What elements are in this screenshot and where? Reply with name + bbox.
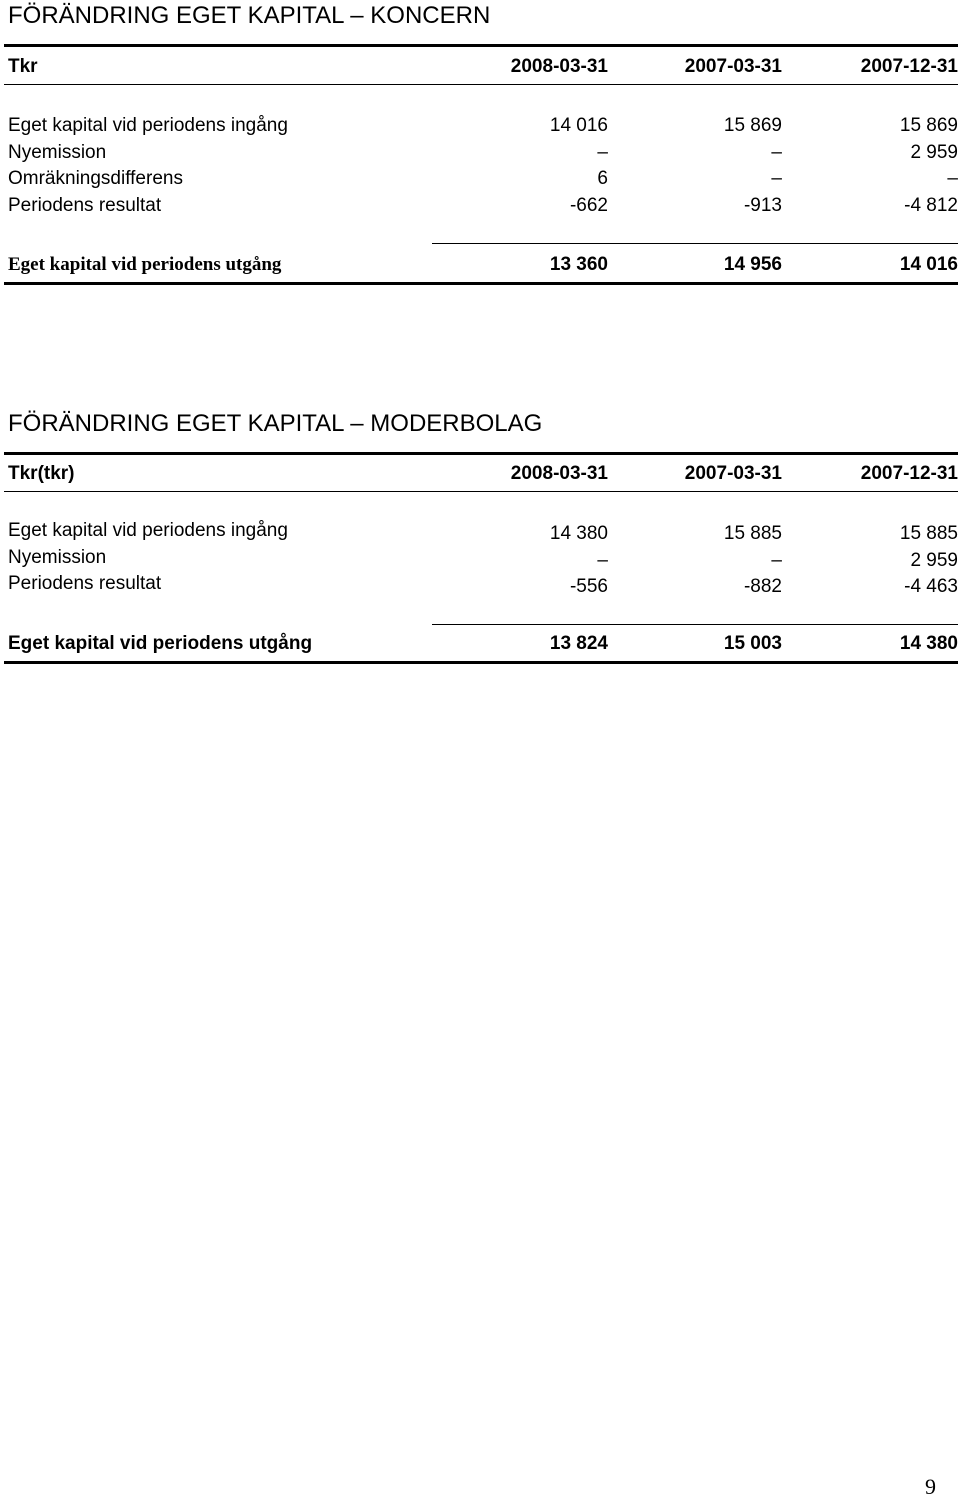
total-value: 14 956 [723, 254, 782, 275]
row-value: 15 885 [899, 523, 958, 544]
row-value: – [597, 550, 608, 571]
moderbolag-total-top-rule [432, 624, 958, 625]
moderbolag-header-row [4, 462, 958, 486]
moderbolag-header-bottom-rule [4, 491, 958, 492]
row-value: – [771, 168, 782, 189]
koncern-header-top-rule [4, 44, 958, 47]
row-value: -882 [743, 576, 782, 597]
total-label: Eget kapital vid periodens utgång [8, 633, 313, 654]
row-label: Omräkningsdifferens [8, 168, 183, 189]
total-value: 13 360 [549, 254, 608, 275]
row-value: -4 812 [904, 195, 958, 216]
koncern-col-header-1: 2008-03-31 [510, 56, 608, 77]
moderbolag-title: FÖRÄNDRING EGET KAPITAL – MODERBOLAG [8, 410, 543, 437]
row-value: 2 959 [910, 550, 958, 571]
koncern-header-bottom-rule [4, 84, 958, 85]
row-label: Periodens resultat [8, 573, 162, 594]
total-value: 14 380 [899, 633, 958, 654]
koncern-total-top-rule [432, 243, 958, 244]
row-label: Nyemission [8, 142, 107, 163]
moderbolag-total-row [4, 632, 958, 656]
row-value: 14 016 [549, 115, 608, 136]
row-value: 15 869 [899, 115, 958, 136]
row-value: – [771, 142, 782, 163]
moderbolag-header-top-rule [4, 452, 958, 455]
row-label: Nyemission [8, 547, 107, 568]
moderbolag-col-header-3: 2007-12-31 [860, 463, 958, 484]
table-row [4, 546, 958, 570]
row-value: -913 [743, 195, 782, 216]
moderbolag-col-header-1: 2008-03-31 [510, 463, 608, 484]
koncern-header-row [4, 55, 958, 79]
koncern-total-bottom-rule [4, 282, 958, 285]
row-value: – [947, 168, 958, 189]
row-label: Eget kapital vid periodens ingång [8, 115, 288, 136]
total-value: 15 003 [723, 633, 782, 654]
table-row [4, 519, 958, 543]
row-value: -4 463 [904, 576, 958, 597]
page-number: 9 [925, 1474, 936, 1499]
total-value: 13 824 [549, 633, 608, 654]
moderbolag-total-bottom-rule [4, 661, 958, 664]
koncern-total-row [4, 253, 958, 277]
row-value: 2 959 [910, 142, 958, 163]
total-value: 14 016 [899, 254, 958, 275]
row-value: 15 885 [723, 523, 782, 544]
koncern-title: FÖRÄNDRING EGET KAPITAL – KONCERN [8, 2, 491, 29]
row-value: 15 869 [723, 115, 782, 136]
koncern-col-header-2: 2007-03-31 [684, 56, 782, 77]
row-value: – [771, 550, 782, 571]
table-row [4, 167, 958, 191]
table-row [4, 114, 958, 138]
koncern-col-header-3: 2007-12-31 [860, 56, 958, 77]
row-value: 6 [597, 168, 608, 189]
moderbolag-unit-label: Tkr(tkr) [8, 463, 75, 484]
koncern-unit-label: Tkr [8, 56, 38, 77]
moderbolag-col-header-2: 2007-03-31 [684, 463, 782, 484]
table-row [4, 572, 958, 596]
total-label: Eget kapital vid periodens utgång [8, 254, 282, 275]
row-value: -556 [569, 576, 608, 597]
row-value: -662 [569, 195, 608, 216]
table-row [4, 141, 958, 165]
table-row [4, 194, 958, 218]
row-value: – [597, 142, 608, 163]
row-label: Eget kapital vid periodens ingång [8, 520, 288, 541]
row-value: 14 380 [549, 523, 608, 544]
row-label: Periodens resultat [8, 195, 162, 216]
